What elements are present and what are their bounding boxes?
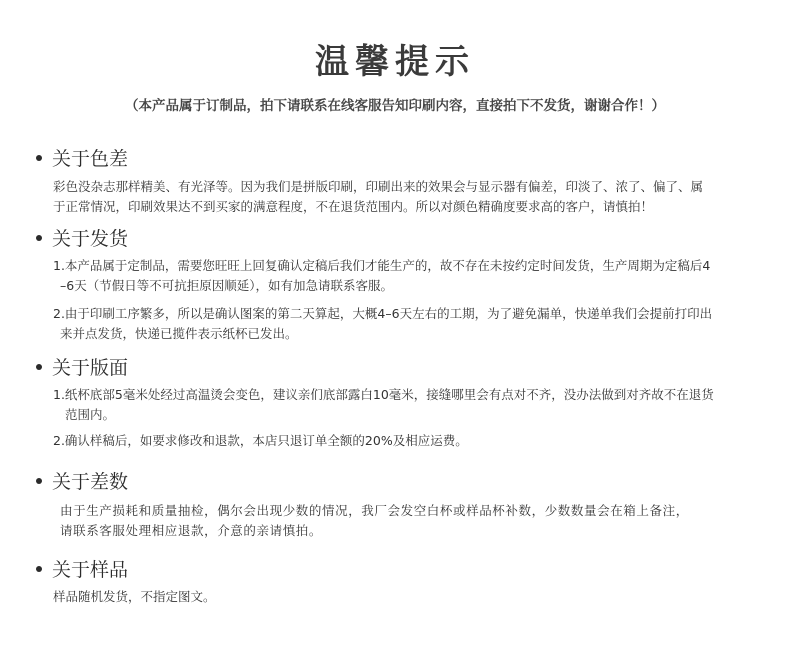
paragraph-line: 由于生产损耗和质量抽检，偶尔会出现少数的情况，我厂会发空白杯或样品杯补数，少数数量会在箱上备注， — [60, 503, 689, 518]
section-paragraph — [53, 256, 758, 296]
paragraph-line: 来并点发货，快递已揽件表示纸杯已发出。 — [60, 326, 298, 341]
section-paragraph — [53, 431, 758, 451]
paragraph-line: 2.由于印刷工序繁多，所以是确认图案的第二天算起，大概4–6天左右的工期，为了避免漏单，快递单我们会提前打印出 — [53, 306, 713, 321]
bullet-icon — [36, 566, 42, 572]
section-heading: 关于色差 — [52, 148, 129, 170]
section-heading: 关于发货 — [52, 228, 129, 250]
paragraph-line: 范围内。 — [65, 407, 116, 422]
bullet-icon — [36, 155, 42, 161]
section-paragraph — [53, 587, 758, 607]
section-paragraph — [60, 501, 760, 541]
section-heading: 关于差数 — [52, 471, 129, 493]
section-heading: 关于样品 — [52, 559, 129, 581]
section-paragraph — [53, 304, 758, 344]
bullet-icon — [36, 478, 42, 484]
paragraph-line: 彩色没杂志那样精美、有光泽等。因为我们是拼版印刷，印刷出来的效果会与显示器有偏差，印淡了、浓了、偏了、属 — [53, 179, 704, 194]
page-subtitle: （本产品属于订制品，拍下请联系在线客服告知印刷内容，直接拍下不发货，谢谢合作！） — [125, 98, 665, 114]
paragraph-line: 样品随机发货，不指定图文。 — [53, 589, 216, 604]
section-paragraph — [53, 385, 758, 425]
paragraph-line: 于正常情况，印刷效果达不到买家的满意程度，不在退货范围内。所以对颜色精确度要求高的客户，请慎拍！ — [53, 199, 654, 214]
paragraph-line: 2.确认样稿后，如要求修改和退款，本店只退订单全额的20%及相应运费。 — [53, 433, 468, 448]
paragraph-line: 请联系客服处理相应退款，介意的亲请慎拍。 — [60, 523, 323, 538]
bullet-icon — [36, 364, 42, 370]
paragraph-line: 1.纸杯底部5毫米处经过高温烫会变色，建议亲们底部露白10毫米，接缝哪里会有点对不齐，没办法做到对齐故不在退货 — [53, 387, 714, 402]
paragraph-line: 1.本产品属于定制品，需要您旺旺上回复确认定稿后我们才能生产的，故不存在未按约定时间发货，生产周期为定稿后4 — [53, 258, 711, 273]
section-paragraph — [53, 177, 758, 217]
section-heading: 关于版面 — [52, 357, 129, 379]
page-title: 温馨提示 — [315, 42, 475, 82]
paragraph-line: –6天（节假日等不可抗拒原因顺延），如有加急请联系客服。 — [60, 278, 393, 293]
bullet-icon — [36, 235, 42, 241]
